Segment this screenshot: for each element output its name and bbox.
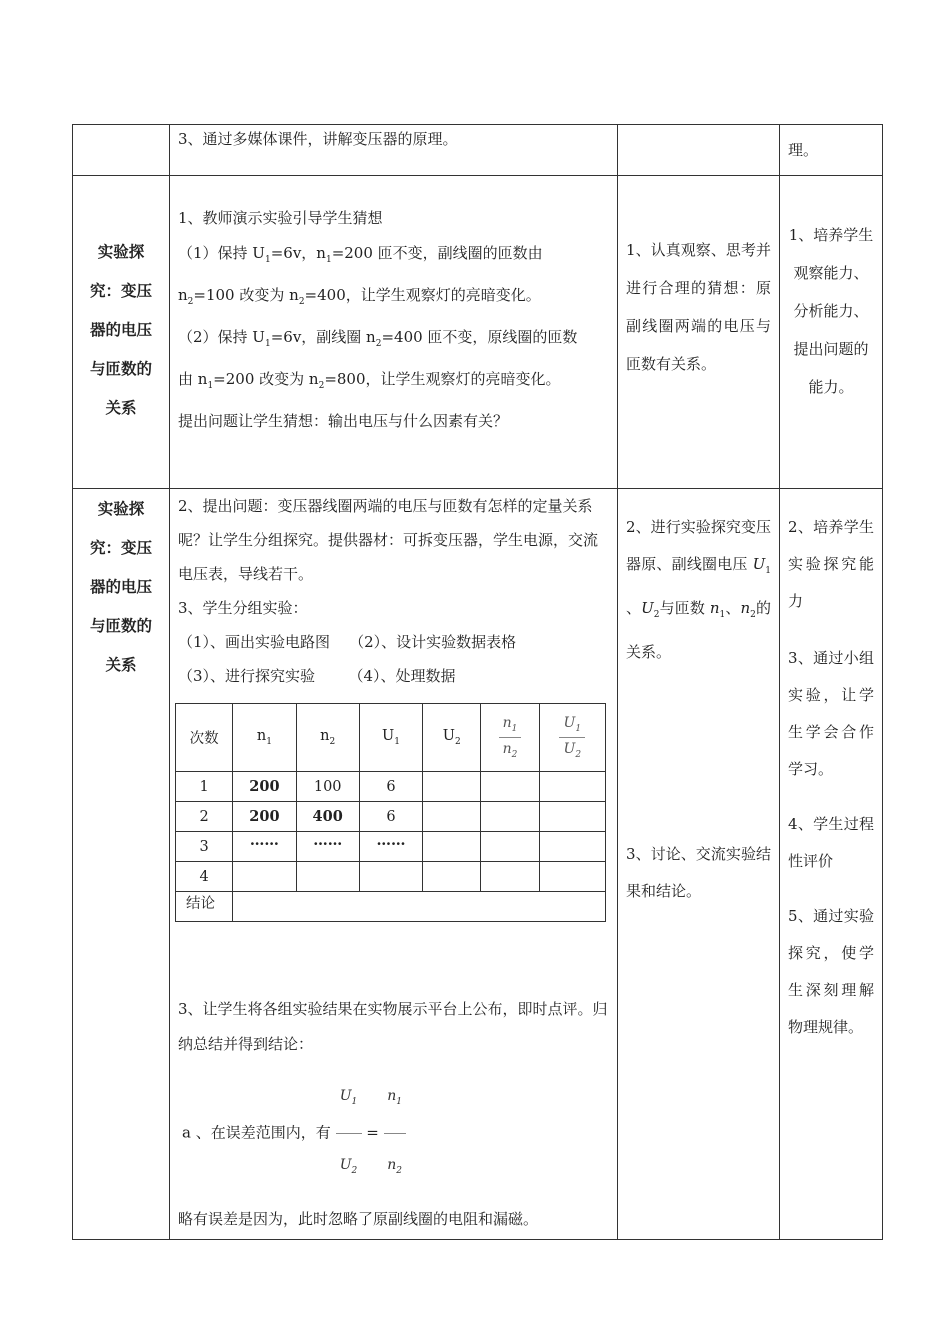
purpose-2: 3、通过小组实验，让学生学会合作学习。 xyxy=(788,649,874,778)
header-n1: $n_1$ xyxy=(233,704,296,772)
content-cell xyxy=(170,176,618,489)
cell: 200 xyxy=(233,772,296,802)
cell xyxy=(423,802,481,832)
student-cell xyxy=(618,125,780,176)
question-text: 2、提出问题：变压器线圈两端的电压与匝数有怎样的定量关系呢？让学生分组探究。提供器材：可拆变压器，学生电源，交流电压表，导线若干。 xyxy=(178,497,599,583)
label-cell xyxy=(73,489,170,1240)
purpose-cell xyxy=(780,125,883,176)
cell xyxy=(423,832,481,862)
table-row xyxy=(73,176,883,489)
section-label: 实验探 究：变压 器的电压 与匝数的 关系 xyxy=(89,499,152,674)
cell xyxy=(539,862,605,892)
steps-line-1: （1）、画出实验电路图 （2）、设计实验数据表格 xyxy=(178,633,517,651)
header-u1: $U_1$ xyxy=(359,704,422,772)
label-cell xyxy=(73,176,170,489)
cell xyxy=(296,862,359,892)
purpose-1: 2、培养学生实验探究能力 xyxy=(788,518,874,610)
steps-line-2: （3）、进行探究实验 （4）、处理数据 xyxy=(178,667,456,685)
table-row xyxy=(176,862,606,892)
u-ratio: $\frac{U_1}{U_2}$ xyxy=(336,1068,362,1199)
purpose-4: 5、通过实验探究，使学生深刻理解物理规律。 xyxy=(788,907,874,1036)
header-u2: $U_2$ xyxy=(423,704,481,772)
label-cell xyxy=(73,125,170,176)
purpose-text: 1、培养学生观察能力、分析能力、提出问题的能力。 xyxy=(788,226,874,396)
table-row xyxy=(73,125,883,176)
cell xyxy=(481,802,539,832)
conclusion-label: 结论 xyxy=(176,892,233,922)
cell xyxy=(423,772,481,802)
conclusion-cell xyxy=(233,892,606,922)
section-label: 实验探 究：变压 器的电压 与匝数的 关系 xyxy=(89,242,152,417)
content-text: 3、通过多媒体课件，讲解变压器的原理。 xyxy=(178,130,458,148)
demo-text: 1、教师演示实验引导学生猜想 （1）保持 $U_1=6v$，$n_1=200$ 匝不变，副线圈的匝数由 $n_2=100$ 改变为 $n_2=400$，让学生观察灯的亮暗变化。 （2）保持 $U_1=6v$，副线圈 $n_2=400$ 匝不变，原线圈的匝数 由 $n_1=200$ 改变为 $n_2=800$，让学生观察灯的亮暗变化。 提出问题让学生猜想：输出电压与什么因素有关？ xyxy=(178,209,578,430)
student-cell xyxy=(618,489,780,1240)
purpose-cell xyxy=(780,489,883,1240)
header-n-ratio: $\frac{n_1}{n_2}$ xyxy=(481,704,539,772)
cell: 3 xyxy=(176,832,233,862)
cell: …… xyxy=(359,832,422,862)
n-ratio: $\frac{n_1}{n_2}$ xyxy=(384,1068,406,1199)
summary-text: 3、让学生将各组实验结果在实物展示平台上公布，即时点评。归纳总结并得到结论： xyxy=(178,1000,608,1053)
cell: 400 xyxy=(296,802,359,832)
content-cell xyxy=(170,125,618,176)
cell: 200 xyxy=(233,802,296,832)
cell: 6 xyxy=(359,802,422,832)
student-activity-2: 3、讨论、交流实验结果和结论。 xyxy=(626,845,771,900)
cell xyxy=(481,832,539,862)
table-header-row xyxy=(176,704,606,772)
cell: 100 xyxy=(296,772,359,802)
table-conclusion-row xyxy=(176,892,606,922)
header-count: 次数 xyxy=(176,704,233,772)
header-u-ratio: $\frac{U_1}{U_2}$ xyxy=(539,704,605,772)
table-row xyxy=(176,832,606,862)
cell xyxy=(539,802,605,832)
cell: 6 xyxy=(359,772,422,802)
lesson-table xyxy=(72,124,883,1240)
error-explanation: 略有误差是因为，此时忽略了原副线圈的电阻和漏磁。 xyxy=(178,1209,539,1228)
table-row xyxy=(176,772,606,802)
cell xyxy=(359,862,422,892)
table-row xyxy=(176,802,606,832)
cell xyxy=(539,772,605,802)
cell: …… xyxy=(296,832,359,862)
cell xyxy=(423,862,481,892)
experiment-heading: 3、学生分组实验： xyxy=(178,599,308,617)
cell: 4 xyxy=(176,862,233,892)
purpose-text: 理。 xyxy=(788,141,819,159)
cell xyxy=(233,862,296,892)
cell: …… xyxy=(233,832,296,862)
purpose-3: 4、学生过程性评价 xyxy=(788,815,874,870)
student-activity: 1、认真观察、思考并进行合理的猜想：原副线圈两端的电压与匝数有关系。 xyxy=(626,241,771,373)
cell: 1 xyxy=(176,772,233,802)
cell xyxy=(481,772,539,802)
student-cell xyxy=(618,176,780,489)
formula-line: a 、在误差范围内，有 $\frac{U_1}{U_2}$ = $\frac{n_1}{n_2}$ xyxy=(170,1068,617,1199)
content-cell xyxy=(170,489,618,1240)
cell xyxy=(539,832,605,862)
cell xyxy=(481,862,539,892)
purpose-cell xyxy=(780,176,883,489)
cell: 2 xyxy=(176,802,233,832)
table-row xyxy=(73,489,883,1240)
student-activity-1: 2、进行实验探究变压器原、副线圈电压 $U_1$ 、$U_2$与匝数 $n_1$、$n_2$的关系。 xyxy=(626,518,771,661)
header-n2: $n_2$ xyxy=(296,704,359,772)
data-table xyxy=(175,703,606,922)
